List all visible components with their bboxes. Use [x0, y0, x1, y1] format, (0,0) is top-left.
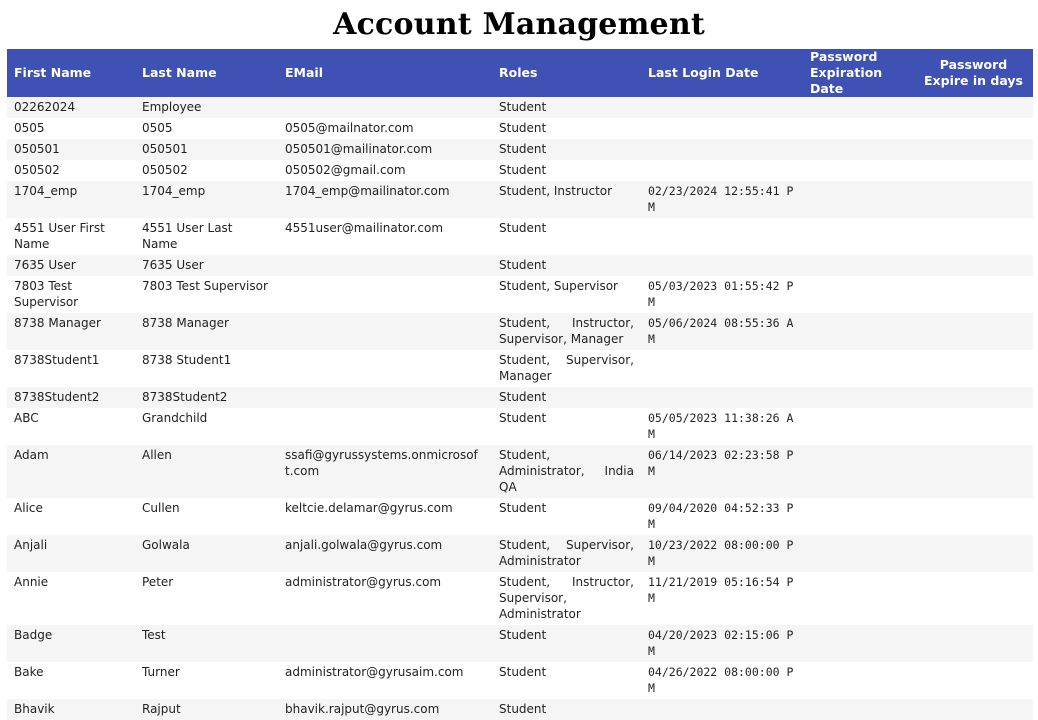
cell-last-name: Grandchild	[142, 411, 208, 425]
cell-password-expire-days	[914, 572, 1033, 625]
cell-email: administrator@gyrus.com	[285, 575, 442, 589]
table-row[interactable]	[7, 498, 1033, 535]
cell-email	[278, 97, 492, 118]
table-row[interactable]	[7, 572, 1033, 625]
column-header-roles[interactable]: Roles	[499, 65, 538, 80]
cell-last-login-date: 11/21/2019 05:16:54 PM	[648, 575, 794, 605]
cell-password-expire-days	[914, 498, 1033, 535]
cell-last-login-date	[641, 118, 803, 139]
cell-email: 050502@gmail.com	[285, 163, 406, 177]
cell-email: 1704_emp@mailinator.com	[285, 184, 450, 198]
table-row[interactable]	[7, 181, 1033, 218]
cell-last-login-date: 09/04/2020 04:52:33 PM	[648, 501, 794, 531]
cell-last-name: 1704_emp	[142, 184, 206, 198]
cell-last-name: 7635 User	[142, 258, 204, 272]
cell-email: 4551user@mailinator.com	[285, 221, 444, 235]
cell-last-login-date	[641, 218, 803, 255]
cell-password-expiration-date	[803, 139, 914, 160]
cell-first-name: 7635 User	[14, 258, 76, 272]
column-header-last-login-date[interactable]: Last Login Date	[648, 65, 759, 80]
table-row[interactable]	[7, 445, 1033, 498]
cell-password-expire-days	[914, 139, 1033, 160]
column-header-first-name[interactable]: First Name	[14, 65, 92, 80]
table-row[interactable]	[7, 118, 1033, 139]
cell-last-name: 8738 Student1	[142, 353, 232, 367]
cell-email: keltcie.delamar@gyrus.com	[285, 501, 453, 515]
cell-password-expire-days	[914, 276, 1033, 313]
table-row[interactable]	[7, 699, 1033, 720]
table-row[interactable]	[7, 255, 1033, 276]
table-header-row	[7, 49, 1033, 97]
cell-last-name: Test	[142, 628, 166, 642]
table-row[interactable]	[7, 218, 1033, 255]
cell-last-name: 0505	[142, 121, 173, 135]
cell-email	[278, 387, 492, 408]
cell-first-name: 4551 User First Name	[14, 221, 105, 251]
table-row[interactable]	[7, 387, 1033, 408]
cell-roles: Student	[499, 501, 547, 515]
cell-email: 0505@mailnator.com	[285, 121, 414, 135]
cell-first-name: 7803 Test Supervisor	[14, 279, 79, 309]
column-header-last-name[interactable]: Last Name	[142, 65, 217, 80]
cell-roles: Student	[499, 100, 547, 114]
cell-password-expire-days	[914, 408, 1033, 445]
cell-password-expiration-date	[803, 572, 914, 625]
cell-password-expire-days	[914, 387, 1033, 408]
cell-first-name: 8738Student2	[14, 390, 100, 404]
cell-password-expiration-date	[803, 97, 914, 118]
cell-password-expiration-date	[803, 535, 914, 572]
cell-email	[278, 350, 492, 387]
cell-last-name: Peter	[142, 575, 174, 589]
cell-last-name: Cullen	[142, 501, 180, 515]
table-row[interactable]	[7, 313, 1033, 350]
table-row[interactable]	[7, 662, 1033, 699]
cell-password-expire-days	[914, 662, 1033, 699]
cell-password-expire-days	[914, 313, 1033, 350]
cell-first-name: Bhavik	[14, 702, 55, 716]
cell-password-expire-days	[914, 350, 1033, 387]
cell-password-expire-days	[914, 699, 1033, 720]
table-row[interactable]	[7, 97, 1033, 118]
cell-last-login-date: 05/06/2024 08:55:36 AM	[648, 316, 794, 346]
cell-roles: Student	[499, 702, 547, 716]
cell-first-name: 02262024	[14, 100, 76, 114]
cell-roles: Student	[499, 390, 547, 404]
cell-email: bhavik.rajput@gyrus.com	[285, 702, 440, 716]
cell-last-login-date	[641, 139, 803, 160]
cell-last-name: 050502	[142, 163, 188, 177]
cell-password-expire-days	[914, 160, 1033, 181]
page-title: Account Management	[333, 7, 705, 42]
cell-email	[278, 255, 492, 276]
cell-last-login-date: 06/14/2023 02:23:58 PM	[648, 448, 794, 478]
cell-last-name: 7803 Test Supervisor	[142, 279, 268, 293]
column-header-password-expiration-date[interactable]: Password Expiration Date	[810, 49, 883, 96]
cell-last-name: 8738Student2	[142, 390, 228, 404]
cell-last-name: 050501	[142, 142, 188, 156]
cell-last-name: Employee	[142, 100, 202, 114]
table-row[interactable]	[7, 139, 1033, 160]
cell-password-expire-days	[914, 445, 1033, 498]
cell-first-name: Alice	[14, 501, 43, 515]
cell-password-expiration-date	[803, 387, 914, 408]
cell-roles: Student, Supervisor	[499, 279, 618, 293]
cell-roles: Student, Supervisor, Manager	[499, 353, 634, 383]
cell-roles: Student	[499, 258, 547, 272]
cell-password-expire-days	[914, 218, 1033, 255]
cell-last-login-date: 04/20/2023 02:15:06 PM	[648, 628, 794, 658]
cell-last-login-date	[641, 387, 803, 408]
cell-password-expiration-date	[803, 160, 914, 181]
cell-password-expire-days	[914, 181, 1033, 218]
cell-email: administrator@gyrusaim.com	[285, 665, 464, 679]
cell-first-name: Annie	[14, 575, 49, 589]
cell-last-login-date	[641, 255, 803, 276]
accounts-table	[7, 49, 1033, 720]
cell-password-expiration-date	[803, 276, 914, 313]
cell-last-name: 4551 User Last Name	[142, 221, 233, 251]
cell-email	[278, 276, 492, 313]
cell-roles: Student	[499, 221, 547, 235]
cell-first-name: 050502	[14, 163, 60, 177]
cell-last-name: Allen	[142, 448, 172, 462]
cell-first-name: 0505	[14, 121, 45, 135]
cell-password-expire-days	[914, 535, 1033, 572]
cell-password-expiration-date	[803, 662, 914, 699]
cell-email	[278, 313, 492, 350]
cell-password-expiration-date	[803, 699, 914, 720]
cell-first-name: Bake	[14, 665, 44, 679]
table-row[interactable]	[7, 276, 1033, 313]
cell-last-name: 8738 Manager	[142, 316, 229, 330]
cell-password-expire-days	[914, 97, 1033, 118]
cell-password-expiration-date	[803, 255, 914, 276]
cell-first-name: Adam	[14, 448, 49, 462]
cell-roles: Student, Administrator, India QA	[499, 448, 634, 494]
cell-last-login-date: 05/03/2023 01:55:42 PM	[648, 279, 794, 309]
table-row[interactable]	[7, 350, 1033, 387]
cell-last-name: Rajput	[142, 702, 181, 716]
cell-email	[278, 408, 492, 445]
table-row[interactable]	[7, 408, 1033, 445]
cell-roles: Student	[499, 163, 547, 177]
cell-last-login-date: 04/26/2022 08:00:00 PM	[648, 665, 794, 695]
cell-password-expiration-date	[803, 498, 914, 535]
cell-password-expiration-date	[803, 118, 914, 139]
cell-last-login-date: 02/23/2024 12:55:41 PM	[648, 184, 794, 214]
cell-password-expiration-date	[803, 350, 914, 387]
table-row[interactable]	[7, 160, 1033, 181]
cell-first-name: Badge	[14, 628, 53, 642]
cell-last-login-date	[641, 699, 803, 720]
cell-password-expiration-date	[803, 408, 914, 445]
column-header-email[interactable]: EMail	[285, 65, 323, 80]
column-header-password-expire-days[interactable]: Password Expire in days	[924, 57, 1023, 88]
cell-roles: Student	[499, 665, 547, 679]
cell-last-login-date	[641, 350, 803, 387]
cell-roles: Student	[499, 411, 547, 425]
cell-roles: Student	[499, 142, 547, 156]
cell-first-name: ABC	[14, 411, 39, 425]
cell-password-expiration-date	[803, 181, 914, 218]
cell-roles: Student, Supervisor, Administrator	[499, 538, 634, 568]
cell-roles: Student, Instructor	[499, 184, 613, 198]
cell-password-expiration-date	[803, 445, 914, 498]
cell-roles: Student, Instructor, Supervisor, Manager	[499, 316, 634, 346]
cell-password-expiration-date	[803, 218, 914, 255]
cell-first-name: 050501	[14, 142, 60, 156]
cell-first-name: 8738 Manager	[14, 316, 101, 330]
table-row[interactable]	[7, 535, 1033, 572]
cell-last-name: Turner	[142, 665, 180, 679]
cell-roles: Student	[499, 121, 547, 135]
cell-last-login-date	[641, 160, 803, 181]
cell-email: anjali.golwala@gyrus.com	[285, 538, 443, 552]
cell-last-login-date: 10/23/2022 08:00:00 PM	[648, 538, 794, 568]
cell-password-expire-days	[914, 255, 1033, 276]
cell-email: 050501@mailinator.com	[285, 142, 433, 156]
cell-email: ssafi@gyrussystems.onmicrosoft.com	[285, 448, 478, 478]
cell-roles: Student, Instructor, Supervisor, Administrator	[499, 575, 634, 621]
cell-first-name: Anjali	[14, 538, 48, 552]
cell-first-name: 1704_emp	[14, 184, 78, 198]
cell-last-login-date	[641, 97, 803, 118]
cell-last-login-date: 05/05/2023 11:38:26 AM	[648, 411, 794, 441]
cell-first-name: 8738Student1	[14, 353, 100, 367]
cell-password-expiration-date	[803, 313, 914, 350]
cell-roles: Student	[499, 628, 547, 642]
cell-last-name: Golwala	[142, 538, 190, 552]
cell-password-expire-days	[914, 118, 1033, 139]
table-body	[7, 97, 1033, 720]
